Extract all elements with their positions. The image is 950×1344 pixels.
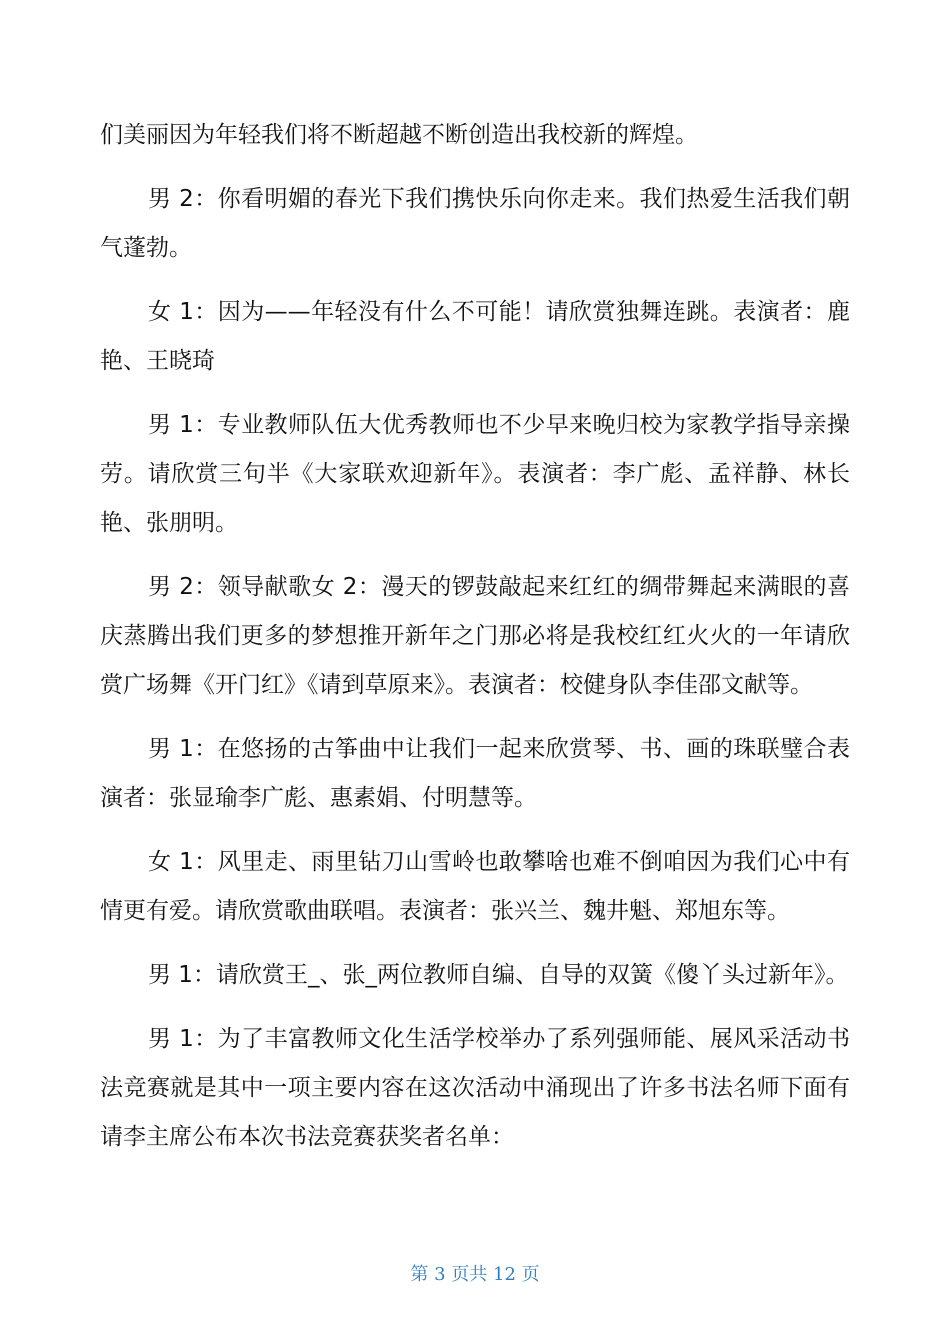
paragraph: 男 1：请欣赏王_、张_两位教师自编、自导的双簧《傻丫头过新年》。 [148, 962, 849, 988]
page-number-footer: 第 3 页共 12 页 [410, 1264, 540, 1285]
paragraph: 男 1：专业教师队伍大优秀教师也不少早来晚归校为家教学指导亲操劳。请欣赏三句半《大家联欢迎新年》。表演者：李广彪、孟祥静、林长艳、张朋明。 [100, 412, 850, 536]
paragraph: 女 1：因为——年轻没有什么不可能！请欣赏独舞连跳。表演者：鹿艳、王晓琦 [100, 299, 850, 374]
document-body [100, 111, 850, 1177]
paragraph: 男 1：在悠扬的古筝曲中让我们一起来欣赏琴、书、画的珠联璧合表演者：张显瑜李广彪、惠素娟、付明慧等。 [100, 736, 850, 811]
paragraph: 男 2：领导献歌女 2：漫天的锣鼓敲起来红红的绸带舞起来满眼的喜庆蒸腾出我们更多的梦想推开新年之门那必将是我校红红火火的一年请欣赏广场舞《开门红》《请到草原来》。表演者：校健身队李佳邵文献等。 [100, 574, 850, 698]
paragraph: 女 1：风里走、雨里钻刀山雪岭也敢攀啥也难不倒咱因为我们心中有情更有爱。请欣赏歌曲联唱。表演者：张兴兰、魏井魁、郑旭东等。 [100, 849, 850, 924]
paragraph: 男 2：你看明媚的春光下我们携快乐向你走来。我们热爱生活我们朝气蓬勃。 [100, 186, 850, 261]
paragraph-continuation: 们美丽因为年轻我们将不断超越不断创造出我校新的辉煌。 [100, 122, 698, 148]
paragraph: 男 1：为了丰富教师文化生活学校举办了系列强师能、展风采活动书法竞赛就是其中一项主要内容在这次活动中涌现出了许多书法名师下面有请李主席公布本次书法竞赛获奖者名单： [100, 1026, 850, 1150]
